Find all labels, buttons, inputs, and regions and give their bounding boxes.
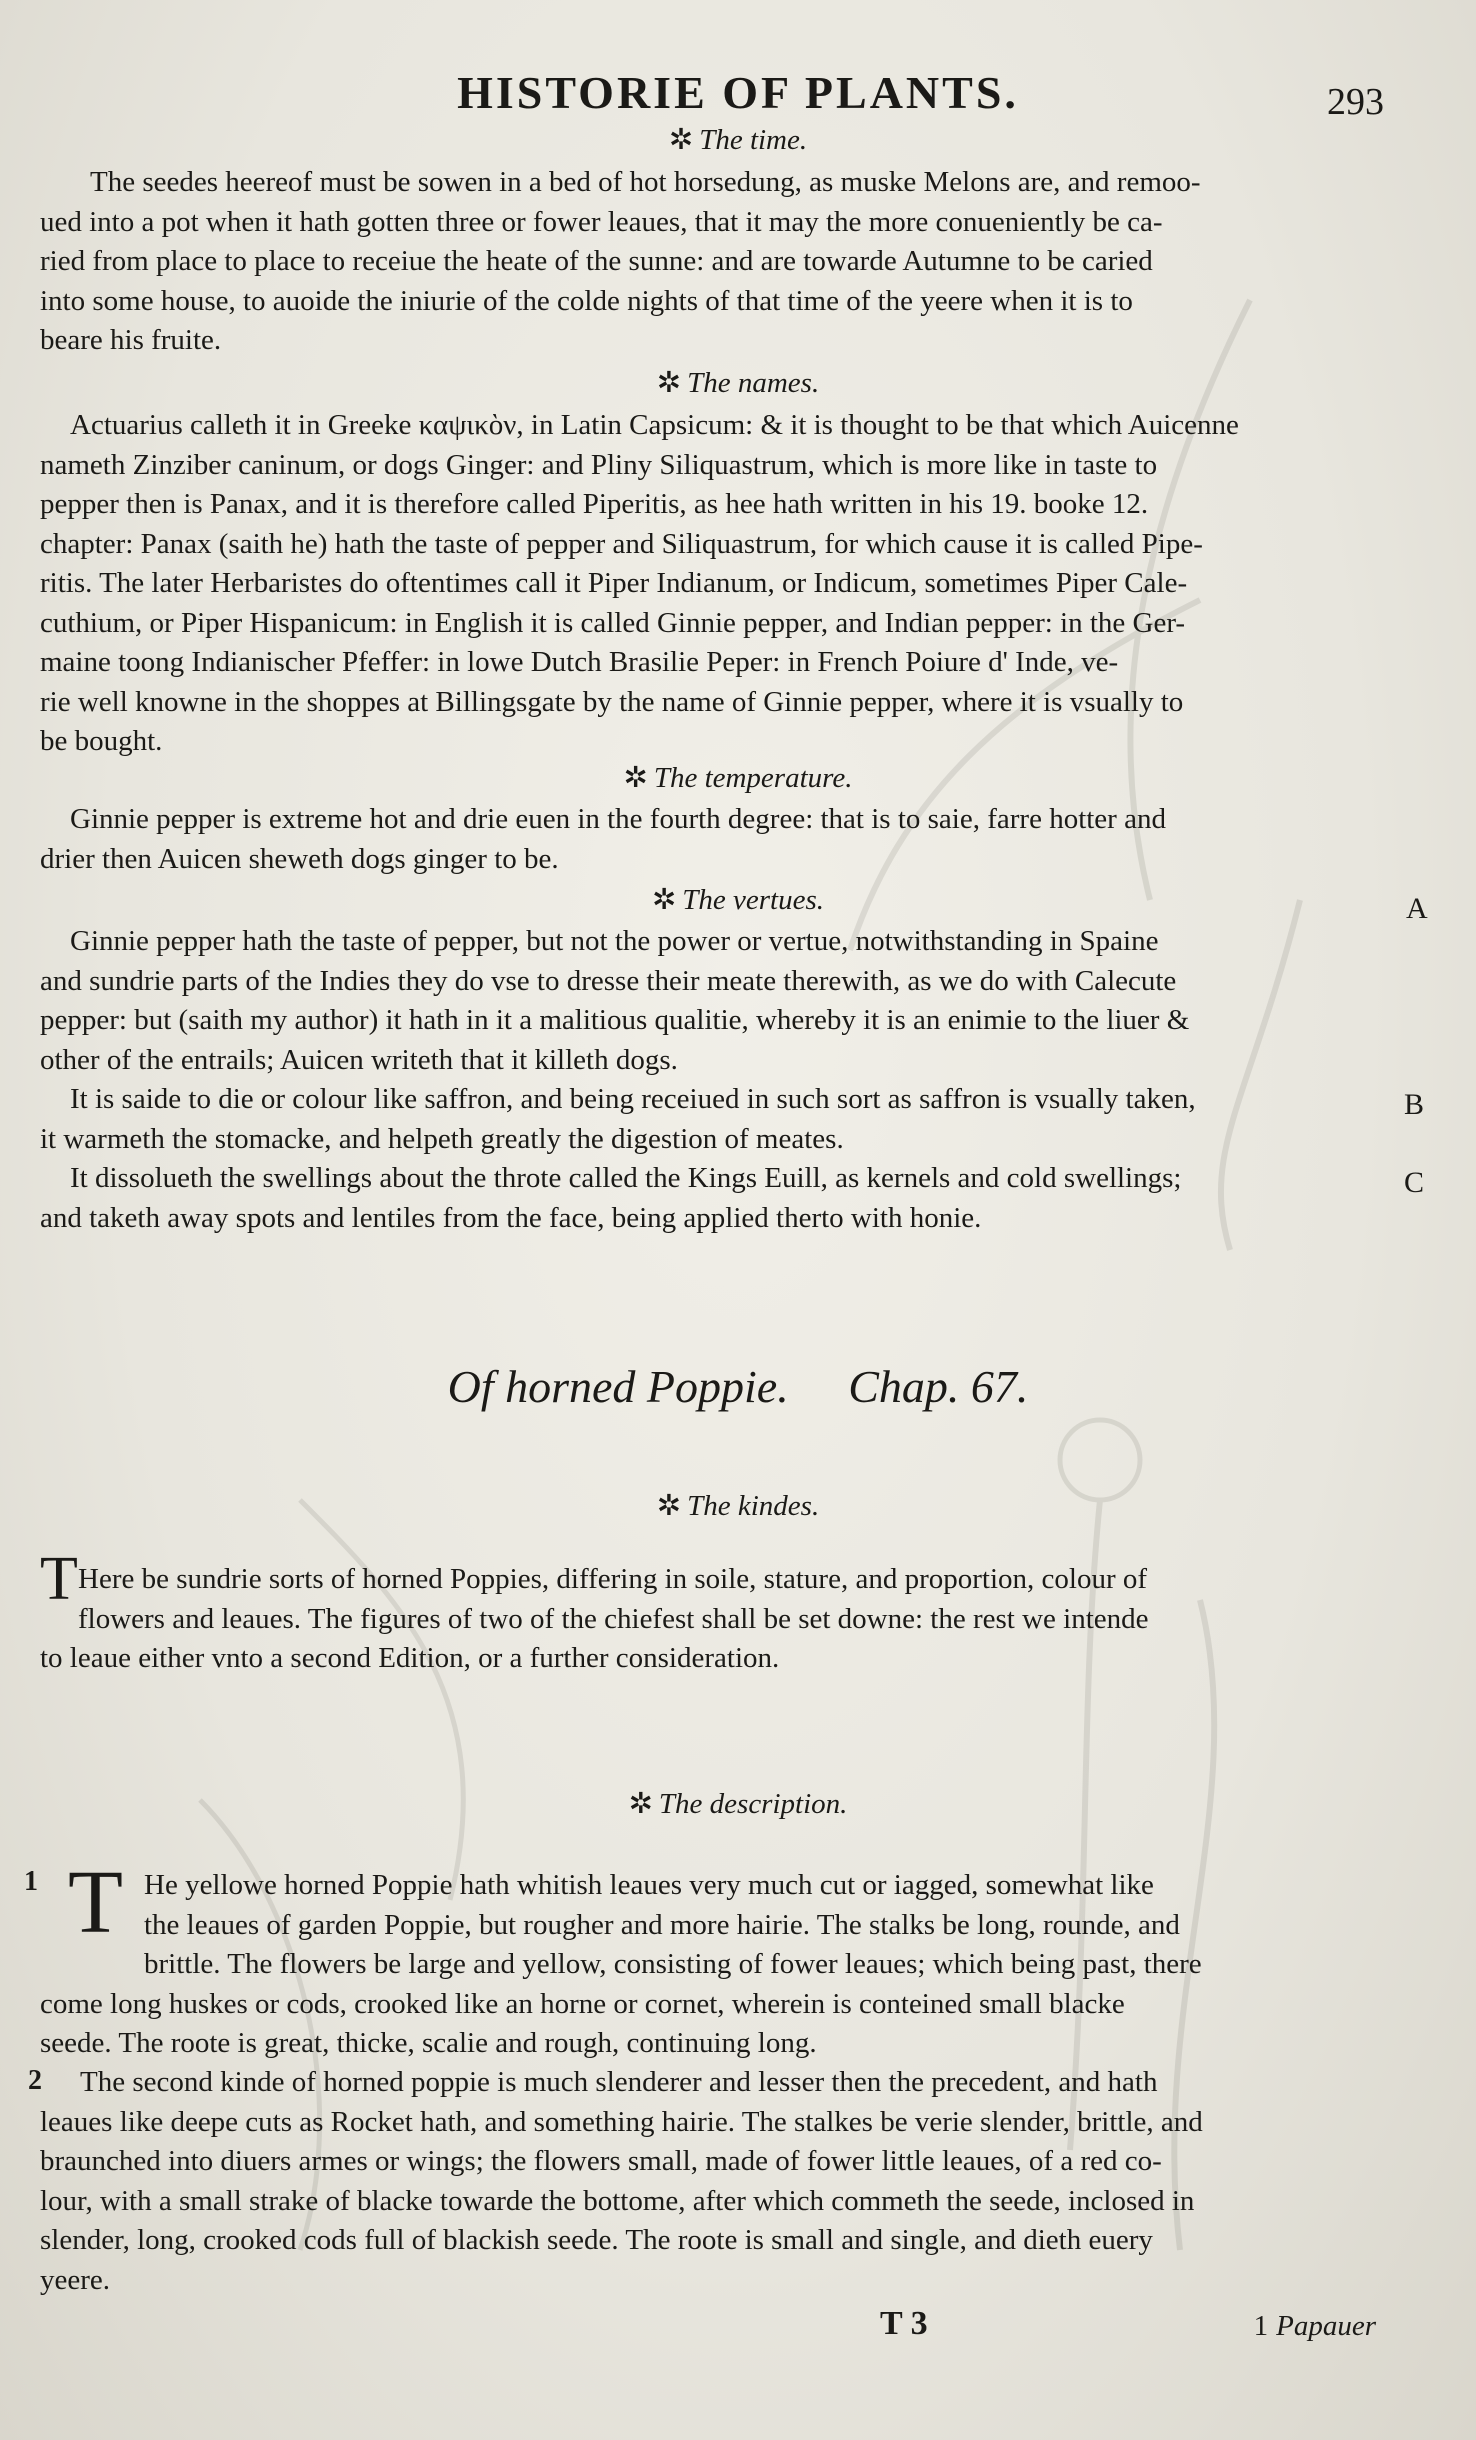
paragraph-description-1: He yellowe horned Poppie hath whitish leaues very much cut or iagged, somewhat like the leaues of garden Poppie, but rougher and more hairie. The stalks be long, rounde, and brittle. The flowers be large and yellow, consisting of fower leaues; which being past, there come long huskes or cods, crooked like an horne or cornet, wherein is conteined small blacke seede. The roote is great, thicke, scalie and rough, continuing long. xyxy=(40,1869,1202,2059)
paragraph-names: Actuarius calleth it in Greeke καψικὸν, in Latin Capsicum: & it is thought to be that which Auicenne nameth Zinziber caninum, or dogs Ginger: and Pliny Siliquastrum, which is more like in taste to pepper then is Panax, and it is therefore called Piperitis, as hee hath written in his 19. booke 12. chapter: Panax (saith he) hath the taste of pepper and Siliquastrum, for which cause it is called Pipe- ritis. The later Herbaristes do oftentimes call it Piper Indianum, or Indicum, sometimes Piper Cale- cuthium, or Piper Hispanicum: in English it is called Ginnie pepper, and Indian pepper: in the Ger- maine toong Indianischer Pfeffer: in lowe Dutch Brasilie Peper: in French Poiure d' Inde, ve- rie well knowne in the shoppes at Billingsgate by the name of Ginnie pepper, where it is vsually to be bought. xyxy=(40,409,1239,757)
heading-description: ✲ The description. xyxy=(628,1788,848,1820)
heading-kindes: ✲ The kindes. xyxy=(656,1490,820,1522)
item-number-1: 1 xyxy=(24,1866,38,1897)
paragraph-kindes: Here be sundrie sorts of horned Poppies, differing in soile, stature, and proportion, colour of flowers and leaues. The figures of two of the chiefest shall be set downe: the rest we intende to leaue either vnto a second Edition, or a further consideration. xyxy=(40,1563,1149,1674)
item-number-2: 2 xyxy=(28,2065,42,2096)
dropcap-description: T xyxy=(68,1853,123,1952)
margin-letter-a: A xyxy=(1406,892,1428,925)
page-number: 293 xyxy=(1327,81,1384,123)
heading-temperature: ✲ The temperature. xyxy=(623,762,853,794)
chapter-number: Chap. 67. xyxy=(848,1361,1029,1412)
signature-mark: T 3 xyxy=(880,2305,928,2342)
paragraph-time: The seedes heereof must be sowen in a bed of hot horsedung, as muske Melons are, and remoo- ued into a pot when it hath gotten three or fower leaues, that it may the more conueniently be ca- ried from place to place to receiue the heate of the sunne: and are towarde Autumne to be caried into some house, to auoide the iniurie of the colde nights of that time of the yeere when it is to beare his fruite. xyxy=(40,166,1201,356)
running-head: HISTORIE OF PLANTS. xyxy=(457,67,1019,118)
paragraph-description-2: The second kinde of horned poppie is much slenderer and lesser then the precedent, and hath leaues like deepe cuts as Rocket hath, and something hairie. The stalkes be verie slender, brittle, and braunched into diuers armes or wings; the flowers small, made of fower little leaues, of a red co- lour, with a small strake of blacke towarde the bottome, after which commeth the seede, inclosed in slender, long, crooked cods full of blackish seede. The roote is small and single, and dieth euery yeere. xyxy=(40,2066,1203,2296)
paragraph-vertues: Ginnie pepper hath the taste of pepper, but not the power or vertue, notwithstanding in Spaine and sundrie parts of the Indies they do vse to dresse their meate therewith, as we do with Calecute pepper: but (saith my author) it hath in it a malitious qualitie, whereby it is an enimie to the liuer & other of the entrails; Auicen writeth that it killeth dogs. It is saide to die or colour like saffron, and being receiued in such sort as saffron is vsually taken, it warmeth the stomacke, and helpeth greatly the digestion of meates. It dissolueth the swellings about the throte called the Kings Euill, as kernels and cold swellings; and taketh away spots and lentiles from the face, being applied therto with honie. xyxy=(40,925,1196,1234)
heading-time: ✲ The time. xyxy=(668,124,808,156)
heading-names: ✲ The names. xyxy=(656,367,820,399)
catchword: 1 Papauer xyxy=(1253,2310,1376,2342)
paragraph-temperature: Ginnie pepper is extreme hot and drie euen in the fourth degree: that is to saie, farre hotter and drier then Auicen sheweth dogs ginger to be. xyxy=(40,803,1166,875)
margin-letter-c: C xyxy=(1404,1166,1425,1199)
chapter-name: Of horned Poppie. xyxy=(447,1361,789,1412)
chapter-title xyxy=(0,1360,1476,1413)
heading-vertues: ✲ The vertues. xyxy=(651,884,825,916)
dropcap-kindes: T xyxy=(40,1545,78,1613)
margin-letter-b: B xyxy=(1404,1088,1425,1121)
